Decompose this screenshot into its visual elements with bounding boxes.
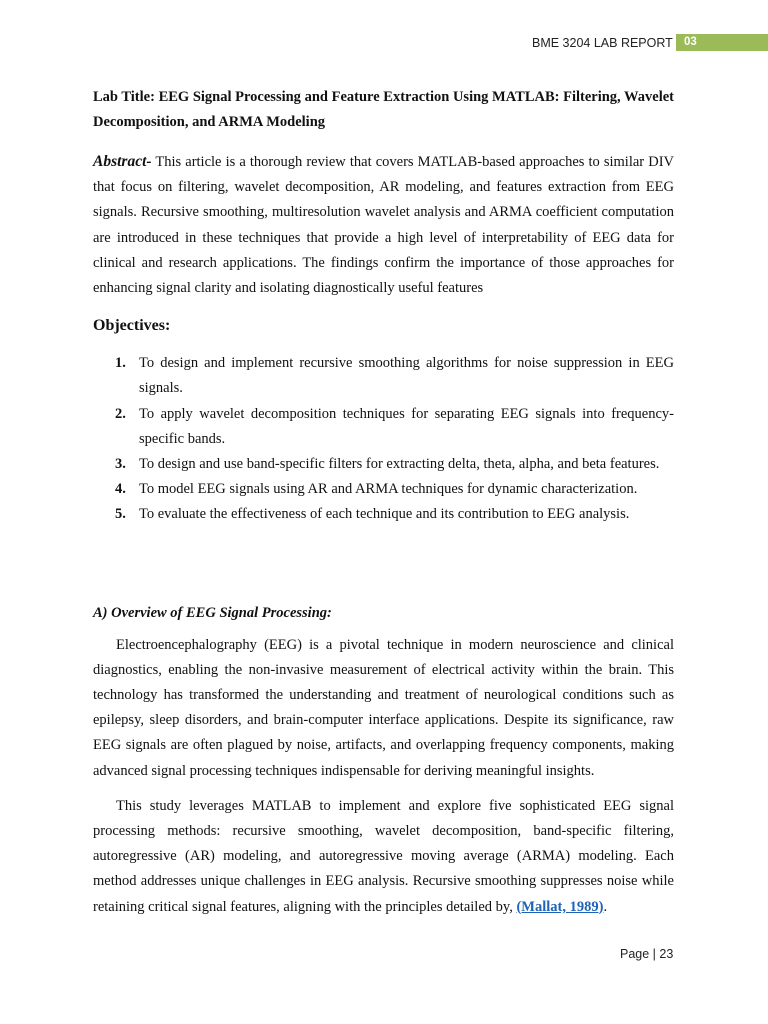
paragraph-2-end: . [603, 898, 608, 915]
section-a-paragraph-2 [93, 794, 674, 920]
objective-text: To design and use band-specific filters for extracting delta, theta, alpha, and beta features. [139, 456, 660, 473]
objectives-heading: Objectives: [93, 317, 171, 335]
page-content [93, 85, 674, 920]
objective-number: 5. [115, 506, 126, 523]
objectives-list [93, 351, 674, 527]
objective-item [93, 351, 674, 401]
abstract-label: Abstract- [93, 153, 152, 170]
objective-number: 4. [115, 481, 126, 498]
objective-item [93, 502, 674, 527]
objective-text: To design and implement recursive smoothing algorithms for noise suppression in EEG signals. [139, 355, 674, 397]
lab-title: Lab Title: EEG Signal Processing and Feature Extraction Using MATLAB: Filtering, Wavelet Decomposition, and ARMA Modeling [93, 89, 674, 130]
objective-number: 3. [115, 456, 126, 473]
abstract-paragraph [93, 149, 674, 301]
objective-number: 2. [115, 405, 126, 422]
abstract-text: This article is a thorough review that covers MATLAB-based approaches to similar DIV that focus on filtering, wavelet decomposition, AR modeling, and features extraction from EEG signals. Recursive smoothing, multiresolution wavelet analysis and ARMA coefficient computation are introduced in these techniques that provide a high level of interpretability of EEG data for clinical and research applications. The findings confirm the importance of those approaches for enhancing signal clarity and isolating diagnostically useful features [93, 154, 674, 297]
report-header-title: BME 3204 LAB REPORT [532, 36, 673, 50]
objective-item [93, 477, 674, 502]
page-number: Page | 23 [620, 947, 674, 961]
objective-item [93, 402, 674, 452]
citation-link[interactable]: (Mallat, 1989) [516, 898, 604, 915]
objective-text: To model EEG signals using AR and ARMA techniques for dynamic characterization. [139, 481, 638, 498]
section-a-paragraph-1: Electroencephalography (EEG) is a pivotal technique in modern neuroscience and clinical diagnostics, enabling the non-invasive measurement of electrical activity within the brain. This technology has transformed the understanding and treatment of neurological conditions such as epilepsy, sleep disorders, and brain-computer interface applications. Despite its significance, raw EEG signals are often plagued by noise, artifacts, and overlapping frequency components, making advanced signal processing techniques indispensable for deriving meaningful insights. [93, 636, 674, 779]
report-number-badge: 03 [676, 34, 768, 51]
section-a-heading: A) Overview of EEG Signal Processing: [93, 604, 332, 621]
paragraph-2-text: This study leverages MATLAB to implement and explore five sophisticated EEG signal processing methods: recursive smoothing, wavelet decomposition, band-specific filtering, autoregressive (AR) modeling, and autoregressive moving average (ARMA) modeling. Each method addresses unique challenges in EEG analysis. Recursive smoothing suppresses noise while retaining critical signal features, aligning with the principles detailed by, [93, 797, 674, 915]
objective-item [93, 452, 674, 477]
objective-text: To evaluate the effectiveness of each technique and its contribution to EEG analysis. [139, 506, 630, 523]
objective-number: 1. [115, 355, 126, 372]
objective-text: To apply wavelet decomposition techniques for separating EEG signals into frequency-specific bands. [139, 405, 674, 447]
